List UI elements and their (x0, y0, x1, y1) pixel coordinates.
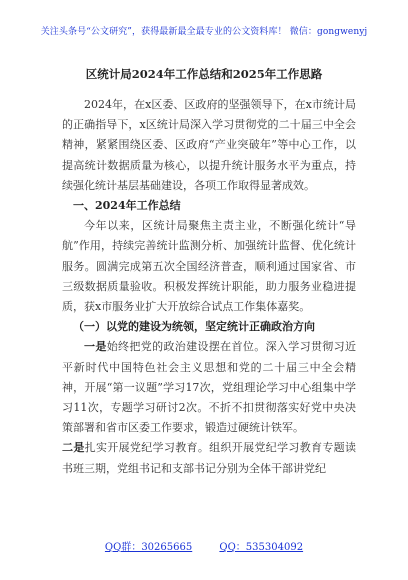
paragraph-lead: 一是 (84, 340, 107, 354)
promo-banner[interactable]: 关注头条号“公文研究”，获得最新最全最专业的公文资料库！ 微信：gongwenyj (40, 27, 368, 37)
intro-paragraph: 2024年，在x区委、区政府的坚强领导下，在x市统计局的正确指导下，x区统计局深入学习贯彻党的二十届三中全会精神，紧紧围绕区委、区政府“产业突破年”等中心工作，以提高统计数据质量为核心，以提升统计服务水平为重点，持续强化统计基层基础建设，各项工作取得显著成效。 (62, 98, 356, 192)
paragraph-lead: 二是 (62, 441, 85, 455)
qq-contact-link[interactable]: QQ：535304092 (219, 542, 304, 553)
paragraph-text: 扎实开展党纪学习教育。组织开展党纪学习教育专题读书班三期，党组书记和支部书记分别为全体干部讲党纪 (62, 441, 356, 475)
contact-footer (0, 538, 408, 553)
section-paragraph: 今年以来，区统计局聚焦主责主业，不断强化统计“导航”作用，持续完善统计监测分析、加强统计监督、优化统计服务。圆满完成第五次全国经济普查，顺利通过国家省、市三级数据质量验收。积极发挥统计职能，助力服务业稳进提质，获x市服务业扩大开放综合试点工作集体嘉奖。 (62, 219, 356, 314)
section-heading: 一、2024年工作总结 (73, 199, 181, 213)
subsection-heading: （一）以党的建设为统领，坚定统计正确政治方向 (73, 320, 315, 334)
body-paragraph-1 (62, 337, 356, 438)
document-title: 区统计局2024年工作总结和2025年工作思路 (85, 67, 323, 81)
qq-group-link[interactable]: QQ群：30265665 (104, 542, 193, 553)
document-body (62, 95, 356, 479)
body-paragraph-2 (62, 438, 356, 478)
paragraph-text: 始终把党的政治建设摆在首位。深入学习贯彻习近平新时代中国特色社会主义思想和党的二十届三中全会精神，开展“第一议题”学习17次，党组理论学习中心组集中学习11次，专题学习研讨2次。不折不扣贯彻落实好党中央决策部署和省市区委工作要求，锻造过硬统计铁军。 (62, 340, 357, 435)
